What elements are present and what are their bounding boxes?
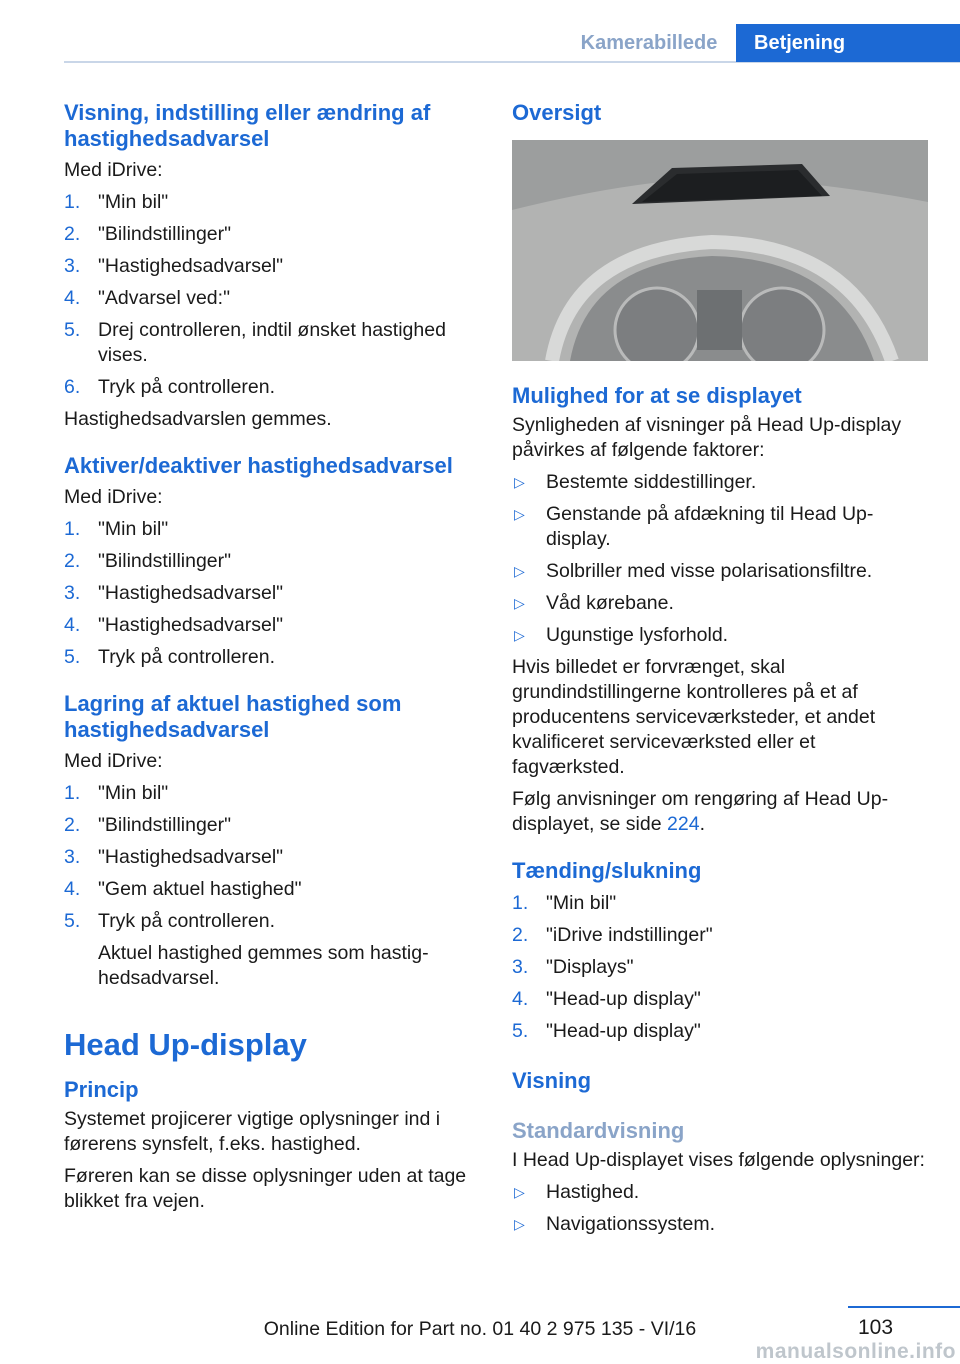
paragraph: Følg anvisninger om rengøring af Head Up-displayet, se side 224. — [512, 788, 889, 835]
steps-list — [512, 891, 928, 1044]
heading-visning: Visning — [512, 1068, 592, 1093]
watermark: manualsonline.info — [755, 1340, 956, 1363]
intro-text: Med iDrive: — [64, 159, 163, 181]
edition-footer: Online Edition for Part no. 01 40 2 975 135 - VI/16 — [263, 1318, 697, 1340]
list-item: 3. "Hastighedsadvarsel" — [64, 846, 284, 868]
list-item: 3. "Hastighedsadvarsel" — [64, 255, 284, 277]
heading-toggle-speed-warning: Aktiver/deaktiver hastighedsadvarsel — [64, 453, 453, 478]
page-number: 103 — [858, 1316, 894, 1339]
list-item: 4. "Advarsel ved:" — [64, 287, 230, 309]
list-item: 4. "Head-up display" — [512, 988, 701, 1010]
intro-text: Med iDrive: — [64, 486, 163, 508]
step-note: Aktuel hastighed gemmes som hastig-hedsadvarsel. — [98, 942, 429, 989]
list-item: 1. "Min bil" — [64, 518, 169, 540]
factors-list — [512, 470, 928, 648]
list-item: 5. "Head-up display" — [512, 1020, 701, 1042]
list-item: 1. "Min bil" — [64, 191, 169, 213]
list-item: 5. Drej controlleren, indtil ønsket hastighed vises. — [64, 319, 446, 366]
result-text: Hastighedsadvarslen gemmes. — [64, 408, 332, 430]
intro-text: Med iDrive: — [64, 750, 163, 772]
paragraph: I Head Up-displayet vises følgende oplysninger: — [512, 1149, 925, 1171]
list-item: 2. "iDrive indstillinger" — [512, 924, 713, 946]
heading-visibility: Mulighed for at se displayet — [512, 383, 802, 408]
tab-section[interactable]: Kamerabillede — [580, 32, 718, 54]
list-item: 4. "Hastighedsadvarsel" — [64, 614, 284, 636]
triangle-bullet-icon: ▷ — [514, 595, 525, 611]
list-item: ▷ Hastighed. — [514, 1181, 640, 1203]
triangle-bullet-icon: ▷ — [514, 563, 525, 579]
section-title-head-up-display: Head Up-display — [64, 1027, 307, 1062]
footer-rule — [848, 1306, 960, 1308]
list-item: 3. "Hastighedsadvarsel" — [64, 582, 284, 604]
list-item: ▷ Våd kørebane. — [514, 592, 674, 614]
tab-chapter[interactable]: Betjening — [736, 24, 960, 62]
head-up-display-illustration — [512, 140, 928, 361]
heading-on-off: Tænding/slukning — [512, 858, 702, 883]
steps-list — [64, 517, 474, 670]
heading-save-current-speed: Lagring af aktuel hastighed som hastighedsadvarsel — [64, 691, 402, 742]
list-item: 6. Tryk på controlleren. — [64, 376, 276, 398]
list-item: ▷ Bestemte siddestillinger. — [514, 471, 757, 493]
paragraph: Føreren kan se disse oplysninger uden at tage blikket fra vejen. — [64, 1165, 467, 1212]
list-item: 2. "Bilindstillinger" — [64, 814, 232, 836]
triangle-bullet-icon: ▷ — [514, 506, 525, 522]
triangle-bullet-icon: ▷ — [514, 1184, 525, 1200]
page-link[interactable]: 224 — [667, 813, 700, 835]
list-item: ▷ Navigationssystem. — [514, 1213, 716, 1235]
list-item: 3. "Displays" — [512, 956, 634, 978]
steps-list — [64, 781, 474, 934]
list-item: ▷ Genstande på afdækning til Head Up-display. — [514, 503, 874, 550]
heading-standard-view: Standardvisning — [512, 1118, 685, 1143]
dashboard-photo — [512, 140, 928, 361]
list-item: 5. Tryk på controlleren. — [64, 910, 276, 932]
steps-list — [64, 190, 474, 400]
triangle-bullet-icon: ▷ — [514, 474, 525, 490]
heading-oversigt: Oversigt — [512, 100, 602, 125]
heading-princip: Princip — [64, 1077, 139, 1102]
list-item: 1. "Min bil" — [64, 782, 169, 804]
list-item: 2. "Bilindstillinger" — [64, 223, 232, 245]
list-item: 4. "Gem aktuel hastighed" — [64, 878, 302, 900]
list-item: 5. Tryk på controlleren. — [64, 646, 276, 668]
paragraph: Synligheden af visninger på Head Up-display påvirkes af følgende faktorer: — [512, 414, 902, 461]
left-column — [64, 100, 474, 1214]
standard-items-list — [512, 1180, 928, 1237]
list-item: 2. "Bilindstillinger" — [64, 550, 232, 572]
heading-speed-warning-settings: Visning, indstilling eller ændring af hastighedsadvarsel — [64, 100, 431, 151]
paragraph: Hvis billedet er forvrænget, skal grundindstillingerne kontrolleres på et af producentens serviceværksteder, et andet kvalificeret serviceværksted eller et fagværksted. — [512, 656, 876, 778]
list-item: ▷ Solbriller med visse polarisationsfiltre. — [514, 560, 873, 582]
triangle-bullet-icon: ▷ — [514, 627, 525, 643]
triangle-bullet-icon: ▷ — [514, 1216, 525, 1232]
list-item: ▷ Ugunstige lysforhold. — [514, 624, 729, 646]
list-item: 1. "Min bil" — [512, 892, 617, 914]
paragraph: Systemet projicerer vigtige oplysninger ind i førerens synsfelt, f.eks. hastighed. — [64, 1108, 441, 1155]
right-column — [512, 100, 928, 1237]
